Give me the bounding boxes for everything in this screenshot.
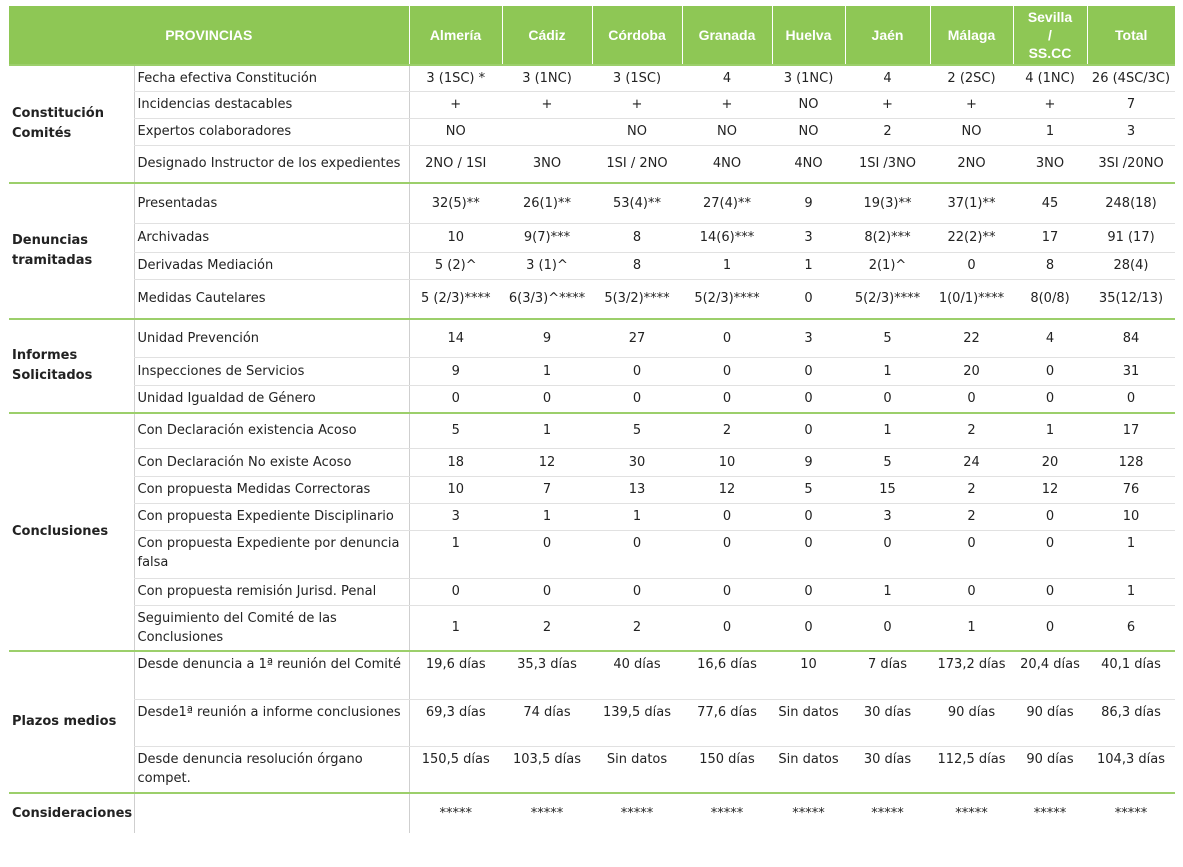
cell-value: + <box>409 91 502 118</box>
row-label: Desde denuncia a 1ª reunión del Comité <box>134 651 409 699</box>
cell-value: 31 <box>1087 357 1175 385</box>
cell-value: 9 <box>772 448 845 476</box>
cell-value: ***** <box>682 793 772 833</box>
row-label: Con propuesta Expediente por denuncia falsa <box>134 530 409 578</box>
section-title: Informes Solicitados <box>9 319 134 413</box>
row-label: Derivadas Mediación <box>134 252 409 279</box>
cell-value: 69,3 días <box>409 699 502 746</box>
table-row <box>9 578 1175 605</box>
row-label: Unidad Igualdad de Género <box>134 385 409 413</box>
cell-value: 0 <box>930 578 1013 605</box>
cell-value: 0 <box>592 578 682 605</box>
cell-value: 5 <box>845 448 930 476</box>
section-title: Consideraciones <box>9 793 134 833</box>
cell-value: 1 <box>502 413 592 448</box>
cell-value: 3 <box>845 503 930 530</box>
cell-value: 1 <box>592 503 682 530</box>
cell-value: 8 <box>592 223 682 252</box>
cell-value: 15 <box>845 476 930 503</box>
header-granada: Granada <box>682 6 772 65</box>
cell-value: 9 <box>772 183 845 223</box>
header-provincias: PROVINCIAS <box>9 6 409 65</box>
cell-value: 2NO <box>957 156 986 172</box>
cell-value: 5 (2/3)**** <box>421 291 491 307</box>
table-row <box>9 279 1175 319</box>
row-label: Archivadas <box>134 223 409 252</box>
cell-value: 20,4 días <box>1013 651 1087 699</box>
table-row <box>9 357 1175 385</box>
cell-value: 5(2/3)**** <box>854 291 921 307</box>
cell-value: 12 <box>1013 476 1087 503</box>
row-label: Con propuesta Medidas Correctoras <box>134 476 409 503</box>
cell-value: + <box>930 91 1013 118</box>
header-cordoba: Córdoba <box>592 6 682 65</box>
cell-value: 5 <box>409 413 502 448</box>
cell-value: 22 <box>930 319 1013 357</box>
cell-value: 103,5 días <box>513 751 581 767</box>
cell-value: 74 días <box>502 699 592 746</box>
cell-value: 90 días <box>930 699 1013 746</box>
cell-value: 7 <box>1087 91 1175 118</box>
cell-value: 2 <box>542 620 552 636</box>
cell-value: ***** <box>1013 793 1087 833</box>
header-almeria: Almería <box>409 6 502 65</box>
cell-value: 3 (1SC) * <box>409 65 502 91</box>
cell-value: Sin datos <box>778 751 839 767</box>
cell-value: 0 <box>804 391 813 407</box>
cell-value: 0 <box>451 391 460 407</box>
cell-value: 0 <box>1126 391 1136 407</box>
cell-value: 35,3 días <box>502 651 592 699</box>
cell-value: 9 <box>502 319 592 357</box>
cell-value: 8(2)*** <box>845 223 930 252</box>
cell-value: 0 <box>772 578 845 605</box>
cell-value: 24 <box>930 448 1013 476</box>
table-row <box>9 252 1175 279</box>
cell-value: 30 días <box>863 751 912 767</box>
cell-value: 27 <box>592 319 682 357</box>
cell-value: 6(3/3)^**** <box>508 291 586 307</box>
row-label: Con Declaración No existe Acoso <box>134 448 409 476</box>
cell-value: 4NO <box>712 156 742 172</box>
cell-value: 1 <box>845 578 930 605</box>
cell-value: 2 <box>930 503 1013 530</box>
section-title: Denuncias tramitadas <box>9 183 134 319</box>
cell-value: ***** <box>409 793 502 833</box>
row-label: Presentadas <box>134 183 409 223</box>
cell-value: 1SI / 2NO <box>606 156 668 172</box>
provinces-table <box>9 6 1175 833</box>
cell-value: 2NO / 1SI <box>425 156 487 172</box>
table-row <box>9 448 1175 476</box>
cell-value: 0 <box>772 503 845 530</box>
cell-value: 4 <box>845 65 930 91</box>
cell-value: 3 (1)^ <box>502 252 592 279</box>
row-label: Seguimiento del Comité de las Conclusiones <box>134 605 409 651</box>
cell-value: 12 <box>682 476 772 503</box>
cell-value: 0 <box>1013 503 1087 530</box>
cell-value: 0 <box>592 530 682 578</box>
cell-value: 27(4)** <box>682 183 772 223</box>
cell-value: 2 (2SC) <box>930 65 1013 91</box>
cell-value: 1 <box>1013 413 1087 448</box>
cell-value: 1(0/1)**** <box>938 291 1005 307</box>
cell-value: 84 <box>1087 319 1175 357</box>
table-row <box>9 319 1175 357</box>
cell-value: 0 <box>542 391 552 407</box>
cell-value: 0 <box>772 413 845 448</box>
cell-value: 5(3/2)**** <box>604 291 670 307</box>
cell-value: 90 días <box>1013 699 1087 746</box>
cell-value: 17 <box>1087 413 1175 448</box>
cell-value: 5 <box>772 476 845 503</box>
table-row <box>9 746 1175 793</box>
cell-value: 0 <box>804 291 813 307</box>
cell-value: 17 <box>1013 223 1087 252</box>
cell-value: 3NO <box>1035 156 1065 172</box>
section-title: Conclusiones <box>9 413 134 651</box>
cell-value: 0 <box>845 530 930 578</box>
cell-value: 0 <box>772 357 845 385</box>
cell-value: 22(2)** <box>930 223 1013 252</box>
cell-value: ***** <box>845 793 930 833</box>
cell-value: 1 <box>1013 118 1087 145</box>
cell-value: 128 <box>1087 448 1175 476</box>
cell-value: 8(0/8) <box>1030 291 1070 307</box>
cell-value: 6 <box>1126 620 1136 636</box>
cell-value: NO <box>409 118 502 145</box>
table-row <box>9 530 1175 578</box>
cell-value: 3 <box>1087 118 1175 145</box>
cell-value: 0 <box>930 252 1013 279</box>
header-sevilla: Sevilla / SS.CC <box>1013 6 1087 65</box>
cell-value: 0 <box>502 578 592 605</box>
cell-value: 173,2 días <box>930 651 1013 699</box>
table-row <box>9 699 1175 746</box>
row-label: Incidencias destacables <box>134 91 409 118</box>
section-title: Plazos medios <box>9 651 134 793</box>
cell-value: 32(5)** <box>409 183 502 223</box>
cell-value: 14(6)*** <box>682 223 772 252</box>
cell-value: 8 <box>592 252 682 279</box>
cell-value: 19,6 días <box>409 651 502 699</box>
cell-value: 3NO <box>532 156 562 172</box>
cell-value: 76 <box>1087 476 1175 503</box>
cell-value: 45 <box>1013 183 1087 223</box>
cell-value: 104,3 días <box>1097 751 1165 767</box>
cell-value: 5 <box>845 319 930 357</box>
cell-value: 112,5 días <box>937 751 1006 767</box>
cell-value: 0 <box>1013 357 1087 385</box>
cell-value: 0 <box>682 578 772 605</box>
cell-value: 1 <box>1087 578 1175 605</box>
table-row <box>9 503 1175 530</box>
cell-value: 4 <box>682 65 772 91</box>
cell-value: 86,3 días <box>1087 699 1175 746</box>
header-cadiz: Cádiz <box>502 6 592 65</box>
cell-value: 3 (1NC) <box>502 65 592 91</box>
cell-value: ***** <box>930 793 1013 833</box>
cell-value: 2 <box>682 413 772 448</box>
row-label: Con propuesta Expediente Disciplinario <box>134 503 409 530</box>
cell-value: 26(1)** <box>502 183 592 223</box>
table-row <box>9 413 1175 448</box>
cell-value: 14 <box>409 319 502 357</box>
cell-value: 9 <box>409 357 502 385</box>
cell-value: 3 (1SC) <box>592 65 682 91</box>
cell-value: 37(1)** <box>930 183 1013 223</box>
cell-value: 19(3)** <box>845 183 930 223</box>
header-malaga: Málaga <box>930 6 1013 65</box>
cell-value: 0 <box>502 530 592 578</box>
cell-value: + <box>502 91 592 118</box>
cell-value: 0 <box>1013 530 1087 578</box>
cell-value: 7 <box>502 476 592 503</box>
cell-value: 4 (1NC) <box>1013 65 1087 91</box>
table-row <box>9 91 1175 118</box>
cell-value: 0 <box>682 530 772 578</box>
cell-value: 20 <box>930 357 1013 385</box>
cell-value: NO <box>592 118 682 145</box>
table-row <box>9 605 1175 651</box>
cell-value: 0 <box>682 357 772 385</box>
cell-value: NO <box>772 91 845 118</box>
table-row <box>9 118 1175 145</box>
row-label: Medidas Cautelares <box>134 279 409 319</box>
cell-value: 1 <box>1087 530 1175 578</box>
table-row <box>9 65 1175 91</box>
row-label: Unidad Prevención <box>134 319 409 357</box>
cell-value: 248(18) <box>1087 183 1175 223</box>
cell-value: 77,6 días <box>682 699 772 746</box>
cell-value: 35(12/13) <box>1098 291 1164 307</box>
table-row <box>9 183 1175 223</box>
cell-value: 10 <box>682 448 772 476</box>
table-row <box>9 793 1175 833</box>
cell-value: NO <box>930 118 1013 145</box>
cell-value: 0 <box>1045 620 1055 636</box>
cell-value: 0 <box>1045 391 1055 407</box>
cell-value: 40 días <box>592 651 682 699</box>
cell-value: 8 <box>1013 252 1087 279</box>
cell-value: 0 <box>1013 578 1087 605</box>
cell-value: 10 <box>772 651 845 699</box>
cell-value: ***** <box>1087 793 1175 833</box>
header-total: Total <box>1087 6 1175 65</box>
cell-value: + <box>845 91 930 118</box>
cell-value: 0 <box>883 391 892 407</box>
cell-value: 16,6 días <box>682 651 772 699</box>
cell-value: 90 días <box>1026 751 1074 767</box>
cell-value: 0 <box>804 620 813 636</box>
cell-value: 0 <box>632 391 642 407</box>
cell-value: 10 <box>409 476 502 503</box>
cell-value: 30 <box>592 448 682 476</box>
cell-value: 28(4) <box>1087 252 1175 279</box>
cell-value: 150 días <box>699 751 755 767</box>
cell-value: 3 <box>772 223 845 252</box>
table-row <box>9 651 1175 699</box>
cell-value: 4 <box>1013 319 1087 357</box>
cell-value: 13 <box>592 476 682 503</box>
cell-value: 0 <box>722 391 732 407</box>
cell-value: 3 (1NC) <box>772 65 845 91</box>
cell-value: 1 <box>409 530 502 578</box>
row-label: Desde denuncia resolución órgano compet. <box>134 746 409 793</box>
cell-value: 2 <box>845 118 930 145</box>
cell-value: 53(4)** <box>592 183 682 223</box>
table-row <box>9 223 1175 252</box>
section-title: Constitución Comités <box>9 65 134 183</box>
cell-value: 7 días <box>845 651 930 699</box>
cell-value: + <box>682 91 772 118</box>
cell-value: 12 <box>502 448 592 476</box>
header-row <box>9 6 1175 65</box>
cell-value: 2(1)^ <box>845 252 930 279</box>
cell-value: 1 <box>845 413 930 448</box>
cell-value: 4NO <box>794 156 823 172</box>
cell-value: 139,5 días <box>592 699 682 746</box>
cell-value: NO <box>682 118 772 145</box>
cell-value: 1SI /3NO <box>858 156 917 172</box>
cell-value: 3SI /20NO <box>1098 156 1164 172</box>
cell-value: 0 <box>682 319 772 357</box>
row-label: Fecha efectiva Constitución <box>134 65 409 91</box>
cell-value: 0 <box>967 391 976 407</box>
cell-value: 30 días <box>845 699 930 746</box>
cell-value: 40,1 días <box>1087 651 1175 699</box>
cell-value: 1 <box>502 357 592 385</box>
cell-value: 5 (2)^ <box>409 252 502 279</box>
cell-value: 1 <box>845 357 930 385</box>
cell-value: 0 <box>772 530 845 578</box>
cell-value <box>502 118 592 145</box>
cell-value: 0 <box>409 578 502 605</box>
cell-value: 26 (4SC/3C) <box>1087 65 1175 91</box>
cell-value: 3 <box>772 319 845 357</box>
cell-value: 10 <box>1087 503 1175 530</box>
cell-value: 0 <box>682 503 772 530</box>
cell-value: 0 <box>722 620 732 636</box>
cell-value: 2 <box>930 413 1013 448</box>
header-huelva: Huelva <box>772 6 845 65</box>
cell-value: 0 <box>883 620 892 636</box>
cell-value: 3 <box>409 503 502 530</box>
row-label: Desde1ª reunión a informe conclusiones <box>134 699 409 746</box>
cell-value: 0 <box>930 530 1013 578</box>
cell-value: ***** <box>502 793 592 833</box>
cell-value: 1 <box>967 620 976 636</box>
cell-value: 5(2/3)**** <box>694 291 760 307</box>
cell-value: NO <box>772 118 845 145</box>
cell-value: 150,5 días <box>421 751 490 767</box>
table-row <box>9 385 1175 413</box>
cell-value: 9(7)*** <box>502 223 592 252</box>
cell-value: Sin datos <box>772 699 845 746</box>
cell-value: 5 <box>592 413 682 448</box>
cell-value: + <box>1013 91 1087 118</box>
cell-value: 10 <box>409 223 502 252</box>
cell-value: + <box>592 91 682 118</box>
row-label: Expertos colaboradores <box>134 118 409 145</box>
cell-value: 1 <box>451 620 460 636</box>
cell-value: ***** <box>772 793 845 833</box>
row-label: Designado Instructor de los expedientes <box>134 145 409 183</box>
row-label <box>134 793 409 833</box>
cell-value: 91 (17) <box>1087 223 1175 252</box>
cell-value: 18 <box>409 448 502 476</box>
table-row <box>9 476 1175 503</box>
header-jaen: Jaén <box>845 6 930 65</box>
table-row <box>9 145 1175 183</box>
row-label: Inspecciones de Servicios <box>134 357 409 385</box>
cell-value: 1 <box>502 503 592 530</box>
cell-value: Sin datos <box>606 751 668 767</box>
cell-value: 1 <box>682 252 772 279</box>
cell-value: 20 <box>1013 448 1087 476</box>
row-label: Con propuesta remisión Jurisd. Penal <box>134 578 409 605</box>
row-label: Con Declaración existencia Acoso <box>134 413 409 448</box>
cell-value: 0 <box>592 357 682 385</box>
cell-value: 2 <box>930 476 1013 503</box>
cell-value: ***** <box>592 793 682 833</box>
cell-value: 2 <box>632 620 642 636</box>
cell-value: 1 <box>772 252 845 279</box>
